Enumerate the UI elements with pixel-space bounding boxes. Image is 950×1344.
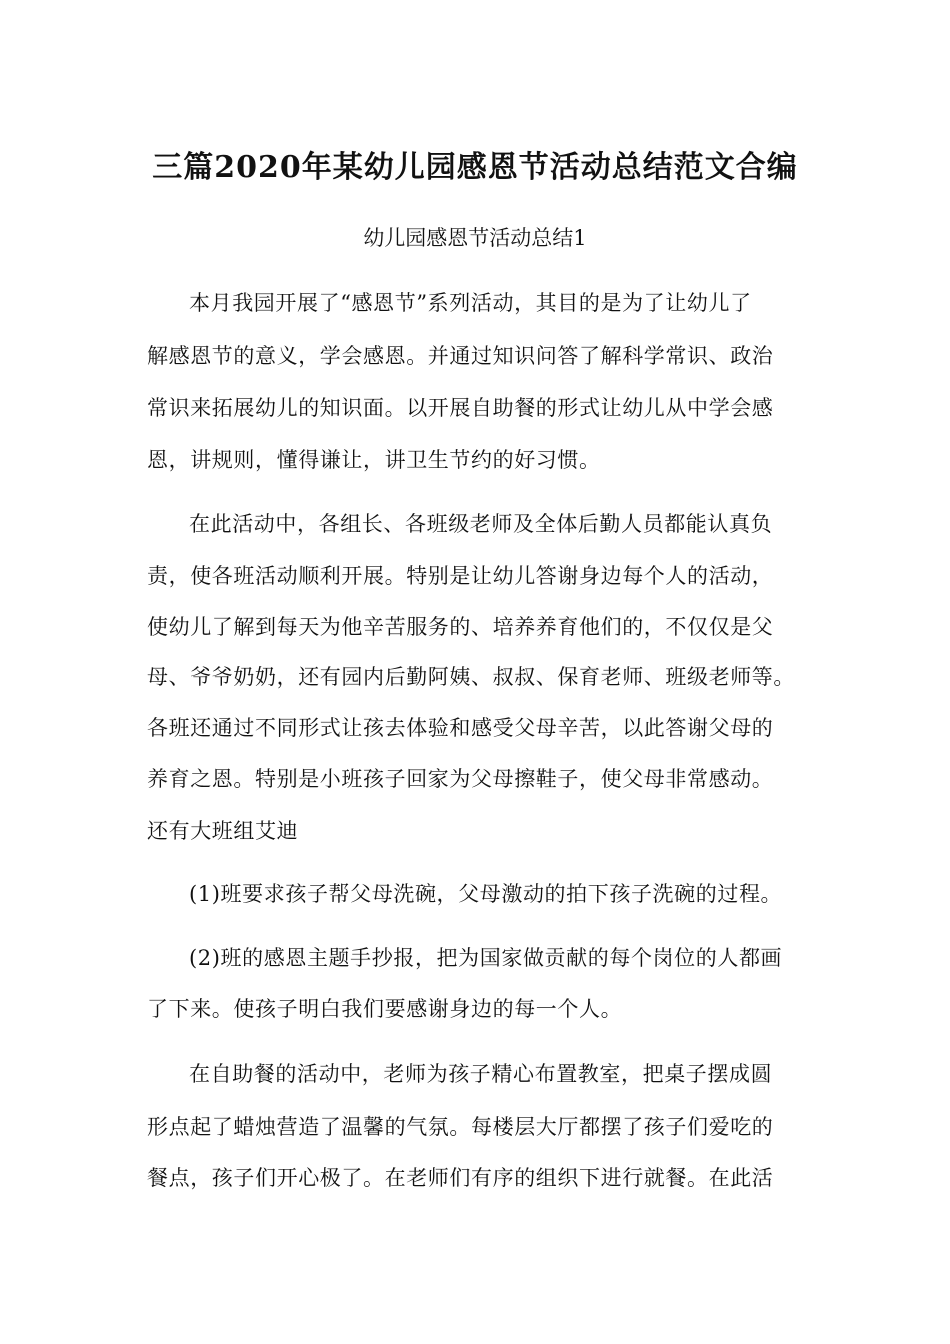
paragraph-3-line-1: (1)班要求孩子帮父母洗碗，父母激动的拍下孩子洗碗的过程。 [189, 882, 783, 906]
paragraph-2-line-2: 责，使各班活动顺利开展。特别是让幼儿答谢身边每个人的活动， [147, 564, 774, 588]
paragraph-5-line-2: 形点起了蜡烛营造了温馨的气氛。每楼层大厅都摆了孩子们爱吃的 [147, 1115, 774, 1139]
paragraph-4-line-1: (2)班的感恩主题手抄报，把为国家做贡献的每个岗位的人都画 [189, 946, 783, 970]
paragraph-1-line-1: 本月我园开展了“感恩节”系列活动，其目的是为了让幼儿了 [189, 291, 752, 315]
paragraph-5-line-3: 餐点，孩子们开心极了。在老师们有序的组织下进行就餐。在此活 [147, 1166, 774, 1190]
paragraph-1-line-3: 常识来拓展幼儿的知识面。以开展自助餐的形式让幼儿从中学会感 [147, 396, 774, 420]
paragraph-2-line-6: 养育之恩。特别是小班孩子回家为父母擦鞋子，使父母非常感动。 [147, 767, 774, 791]
paragraph-1-line-2: 解感恩节的意义，学会感恩。并通过知识问答了解科学常识、政治 [147, 344, 774, 368]
paragraph-1-line-4: 恩，讲规则，懂得谦让，讲卫生节约的好习惯。 [147, 448, 601, 472]
paragraph-5-line-1: 在自助餐的活动中，老师为孩子精心布置教室，把桌子摆成圆 [189, 1062, 773, 1086]
paragraph-2-line-5: 各班还通过不同形式让孩去体验和感受父母辛苦，以此答谢父母的 [147, 716, 774, 740]
document-title: 三篇2020年某幼儿园感恩节活动总结范文合编 [152, 150, 798, 185]
paragraph-2-line-4: 母、爷爷奶奶，还有园内后勤阿姨、叔叔、保育老师、班级老师等。 [147, 665, 795, 689]
paragraph-2-line-7: 还有大班组艾迪 [147, 819, 299, 843]
paragraph-2-line-3: 使幼儿了解到每天为他辛苦服务的、培养养育他们的，不仅仅是父 [147, 615, 774, 639]
paragraph-2-line-1: 在此活动中，各组长、各班级老师及全体后勤人员都能认真负 [189, 512, 773, 536]
paragraph-4-line-2: 了下来。使孩子明白我们要感谢身边的每一个人。 [147, 997, 623, 1021]
section-subtitle: 幼儿园感恩节活动总结1 [363, 226, 587, 250]
